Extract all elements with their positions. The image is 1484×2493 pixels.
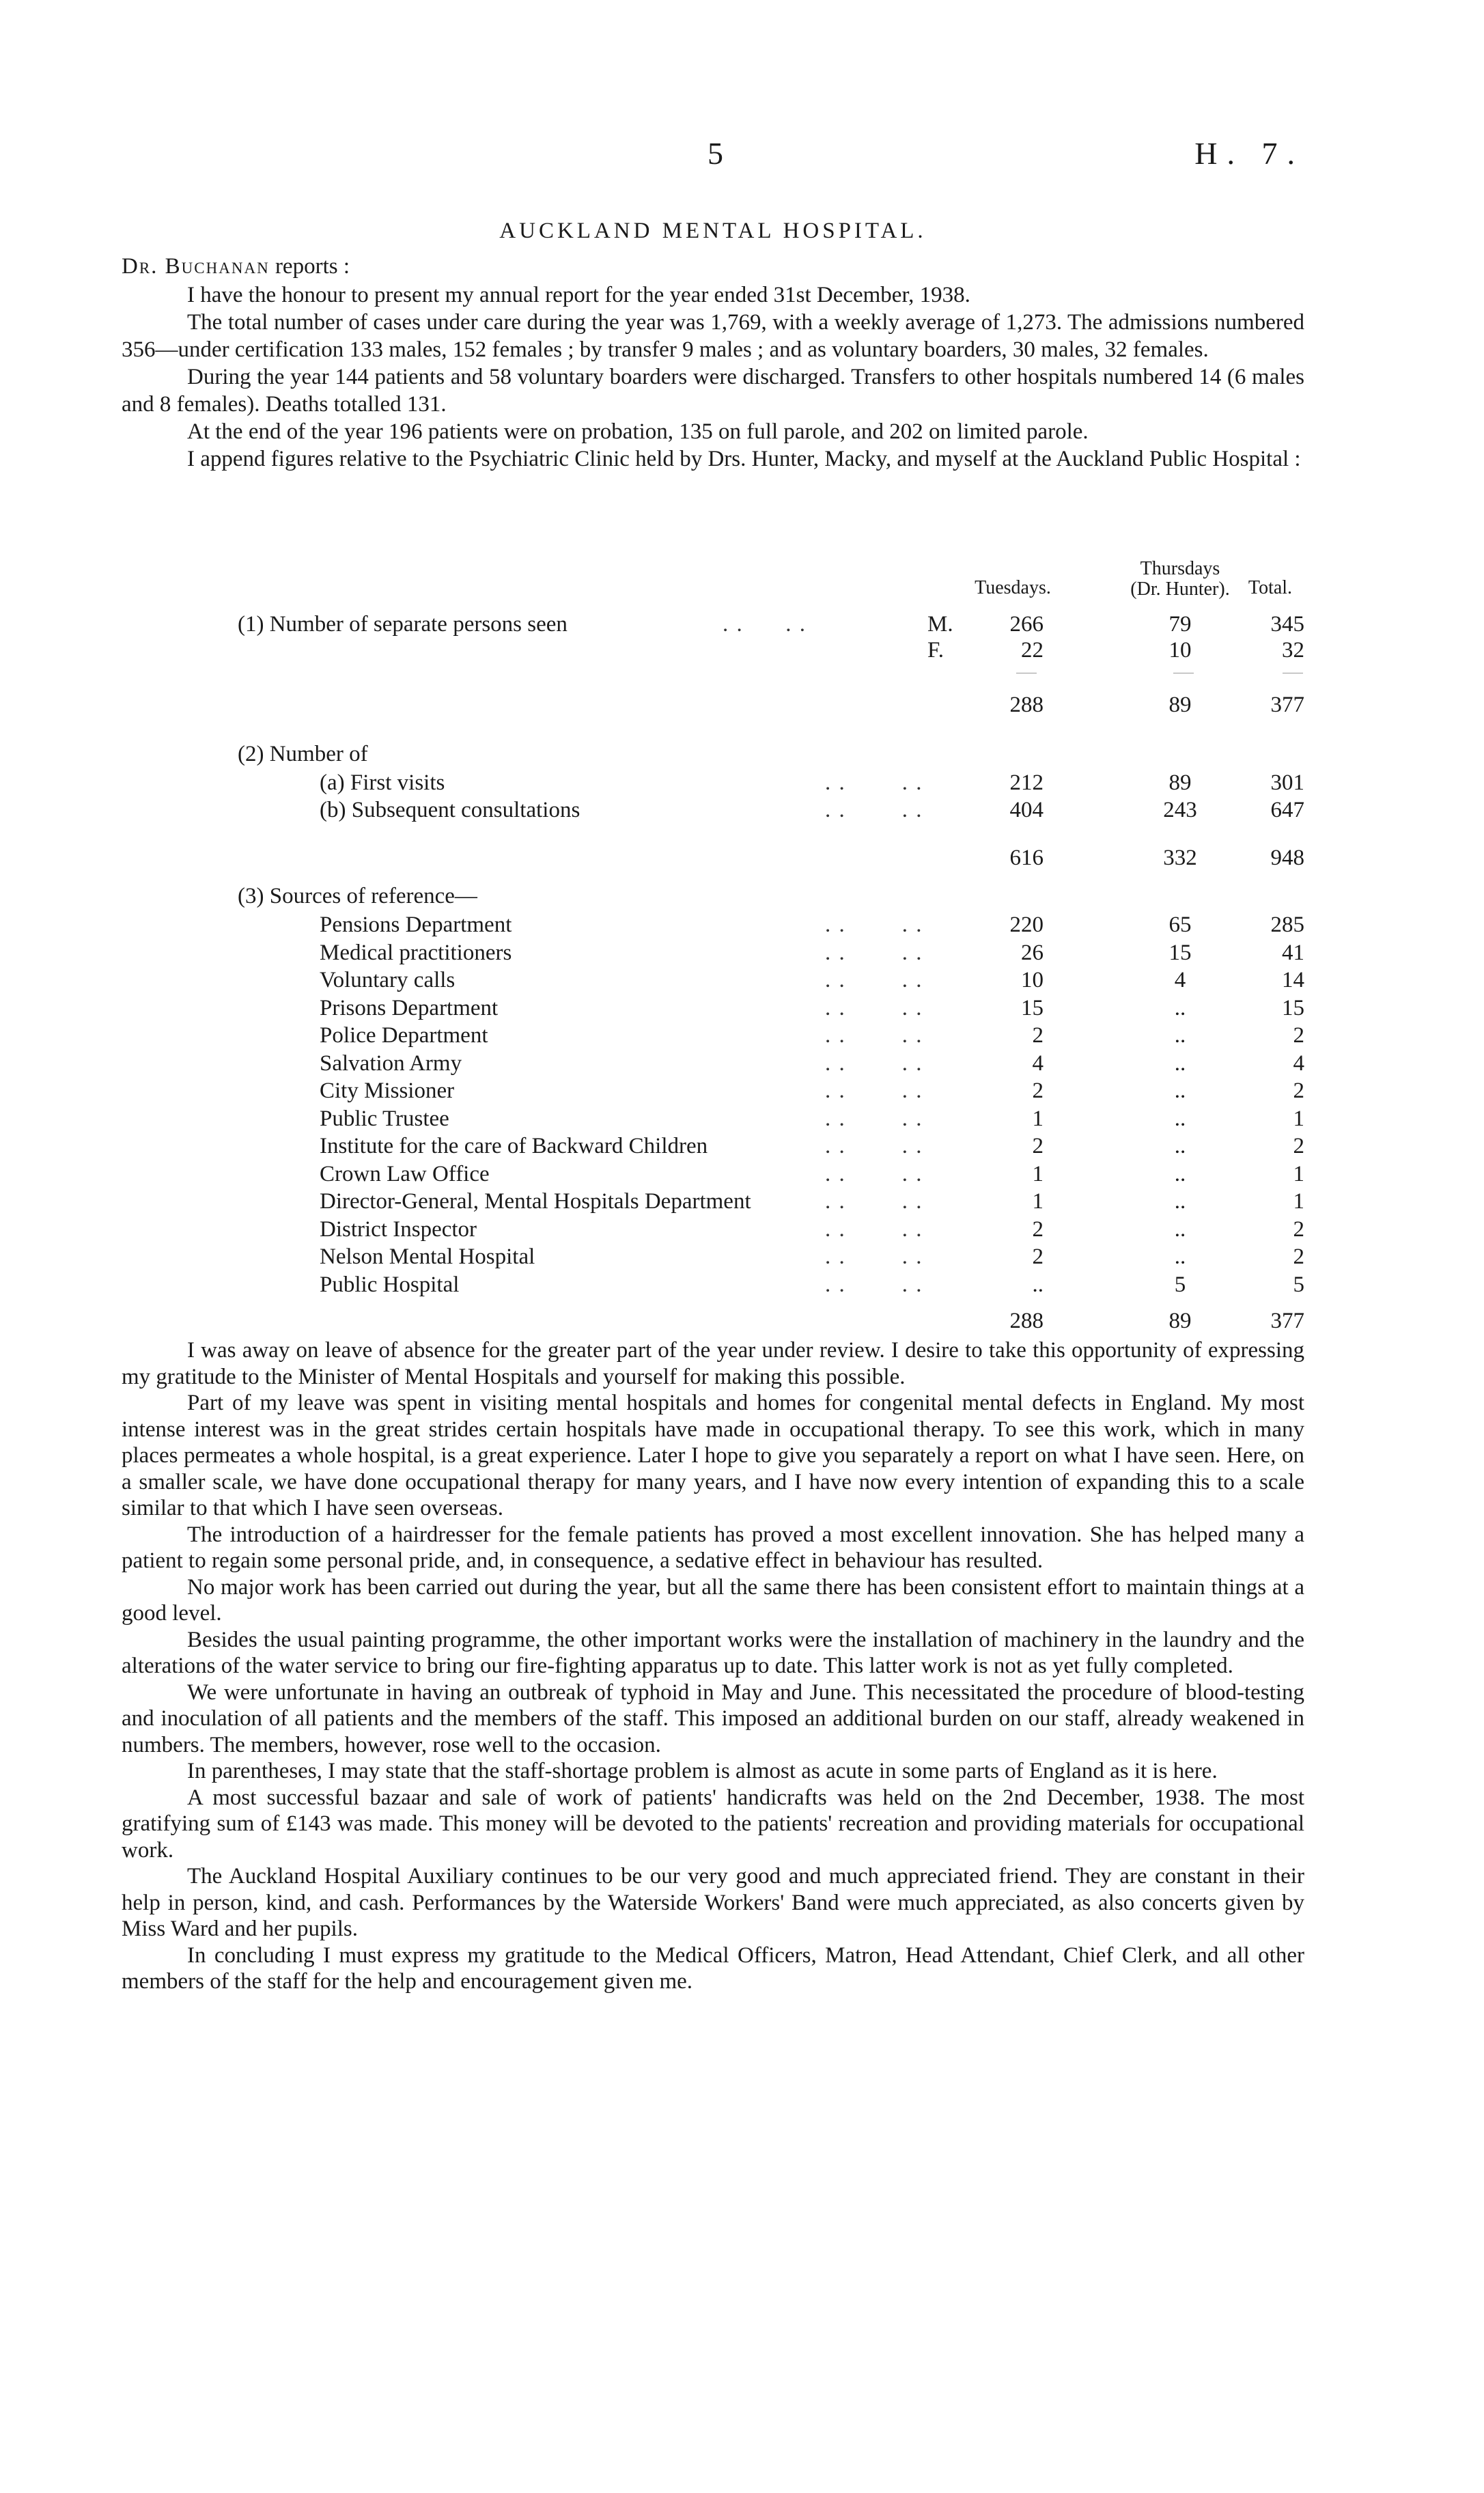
cell-tuesdays: 212 (1009, 770, 1044, 795)
table-row (122, 798, 1304, 822)
cell-thursdays: .. (1174, 995, 1186, 1020)
cell-tuesdays: 288 (1009, 693, 1044, 717)
row-label: District Inspector (320, 1216, 477, 1242)
leader-dots: . . . . (825, 940, 923, 965)
leader-dots: . . . . (825, 1161, 923, 1186)
cell-total: 647 (1270, 798, 1304, 822)
cell-thursdays: 5 (1174, 1272, 1186, 1297)
intro-section (122, 281, 1304, 473)
body-paragraph: The introduction of a hairdresser for the female patients has proved a most excellent innovation. She has helped many a patient to regain some personal pride, and, in consequence, a sedative effect in behaviour has resulted. (122, 1522, 1304, 1573)
row-label: City Missioner (320, 1078, 455, 1103)
cell-thursdays: .. (1174, 1106, 1186, 1131)
table-row (122, 1244, 1304, 1269)
section-1-label: (1) Number of separate persons seen (238, 612, 568, 637)
table-row (122, 996, 1304, 1020)
leader-dots: . . . . (825, 1078, 923, 1103)
cell-total: 345 (1270, 612, 1304, 637)
section-2-label: (2) Number of (238, 742, 368, 766)
intro-paragraph: The total number of cases under care during the year was 1,769, with a weekly average of 1,273. The admissions numbered 356—under certification 133 males, 152 females ; by transfer 9 males ; and as voluntary boarders, 30 males, 32 females. (122, 310, 1304, 362)
cell-thursdays: .. (1174, 1216, 1186, 1242)
cell-tuesdays: 2 (1032, 1023, 1044, 1048)
row-label: Nelson Mental Hospital (320, 1244, 535, 1269)
body-paragraph: No major work has been carried out during the year, but all the same there has been consistent effort to maintain things at a good level. (122, 1574, 1304, 1626)
cell-thursdays: .. (1174, 1134, 1186, 1158)
cell-tuesdays: 1 (1032, 1161, 1044, 1186)
table-row (122, 770, 1304, 795)
leader-dots: . . . . (723, 612, 807, 637)
intro-paragraph: I have the honour to present my annual report for the year ended 31st December, 1938. (187, 283, 970, 307)
leader-dots: . . . . (825, 1134, 923, 1158)
cell-thursdays: 89 (1168, 770, 1192, 795)
body-paragraph: A most successful bazaar and sale of work of patients' handicrafts was held on the 2nd December, 1938. The most gratifying sum of £143 was made. This money will be devoted to the patients' recreation and providing materials for occupational work. (122, 1785, 1304, 1863)
cell-thursdays: 89 (1168, 1309, 1192, 1333)
table-row (122, 1189, 1304, 1214)
row-label: Salvation Army (320, 1050, 462, 1076)
cell-total: 41 (1282, 940, 1304, 965)
cell-total: 285 (1270, 913, 1304, 937)
row-label: Voluntary calls (320, 968, 456, 992)
cell-total: 5 (1293, 1272, 1304, 1297)
cell-thursdays: 4 (1174, 968, 1186, 992)
cell-tuesdays: 10 (1021, 968, 1044, 992)
cell-tuesdays: 2 (1032, 1244, 1044, 1269)
leader-dots: . . . . (825, 798, 923, 822)
cell-total: 301 (1270, 770, 1304, 795)
table-row (122, 1023, 1304, 1048)
cell-tuesdays: 266 (1009, 612, 1044, 637)
cell-tuesdays: .. (1032, 1272, 1044, 1297)
leader-dots: . . . . (825, 968, 923, 992)
table-row (122, 1272, 1304, 1297)
leader-dots: . . . . (825, 995, 923, 1020)
col-header-total: Total. (1248, 577, 1293, 598)
intro-paragraph: At the end of the year 196 patients were on probation, 135 on full parole, and 202 on limited parole. (187, 419, 1089, 444)
cell-tuesdays: 2 (1032, 1134, 1044, 1158)
row-label: Medical practitioners (320, 940, 512, 965)
cell-thursdays: 332 (1163, 846, 1197, 870)
page-number: 5 (708, 136, 723, 171)
cell-tuesdays: 616 (1009, 846, 1044, 870)
cell-tuesdays: 22 (1021, 638, 1044, 663)
cell-tuesdays: 404 (1009, 798, 1044, 822)
table-row (122, 968, 1304, 992)
cell-thursdays: 65 (1168, 913, 1192, 937)
table-row (122, 742, 1304, 766)
cell-total: 2 (1293, 1134, 1304, 1158)
cell-thursdays: 79 (1168, 612, 1192, 637)
cell-thursdays: .. (1174, 1244, 1186, 1269)
body-paragraph: In parentheses, I may state that the staff-shortage problem is almost as acute in some parts of England as it is here. (187, 1759, 1218, 1783)
reporter-line (122, 254, 350, 279)
cell-total: 1 (1293, 1189, 1304, 1214)
row-label: Director-General, Mental Hospitals Department (320, 1189, 751, 1214)
cell-thursdays: .. (1174, 1078, 1186, 1103)
leader-dots: . . . . (825, 1050, 923, 1076)
col-header-thursdays-line1: Thursdays (1140, 558, 1220, 579)
cell-total: 32 (1282, 638, 1304, 663)
body-paragraph: In concluding I must express my gratitude to the Medical Officers, Matron, Head Attendant, Chief Clerk, and all other members of the staff for the help and encouragement given me. (122, 1942, 1304, 1994)
cell-total: 948 (1270, 846, 1304, 870)
row-label: (b) Subsequent consultations (320, 798, 580, 822)
col-header-thursdays-line2: (Dr. Hunter). (1130, 579, 1230, 600)
table-row (122, 638, 1304, 663)
col-header-tuesdays: Tuesdays. (975, 577, 1051, 598)
row-label: Pensions Department (320, 913, 512, 937)
body-paragraph: I was away on leave of absence for the greater part of the year under review. I desire to take this opportunity of expressing my gratitude to the Minister of Mental Hospitals and yourself for making this possible. (122, 1338, 1304, 1389)
cell-tuesdays: 4 (1032, 1050, 1044, 1076)
leader-dots: . . . . (825, 1106, 923, 1131)
intro-paragraph: During the year 144 patients and 58 voluntary boarders were discharged. Transfers to other hospitals numbered 14 (6 males and 8 females). Deaths totalled 131. (122, 365, 1304, 417)
col-header-thursdays (1105, 559, 1255, 600)
body-paragraph: Part of my leave was spent in visiting mental hospitals and homes for congenital mental defects in England. My most intense interest was in the great strides certain hospitals have made in occupational therapy. To see this work, which in many places permeates a whole hospital, is a great experience. Later I hope to give you separately a report on what I have seen. Here, on a smaller scale, we have done occupational therapy for many years, and I have now every intention of expanding this to a scale similar to that which I have seen overseas. (122, 1391, 1304, 1520)
row-label: Police Department (320, 1023, 488, 1048)
table-row (122, 1051, 1304, 1076)
body-paragraph: We were unfortunate in having an outbreak of typhoid in May and June. This necessitated the procedure of blood-testing and inoculation of all patients and the members of the staff. This imposed an additional burden on our staff, already weakened in numbers. The members, however, rose well to the occasion. (122, 1680, 1304, 1757)
section-3-label: (3) Sources of reference— (238, 884, 477, 908)
cell-thursdays: 89 (1168, 693, 1192, 717)
females-marker: F. (927, 638, 944, 663)
cell-tuesdays: 1 (1032, 1106, 1044, 1131)
intro-paragraph: I append figures relative to the Psychiatric Clinic held by Drs. Hunter, Macky, and myself at the Auckland Public Hospital : (187, 447, 1301, 471)
cell-total: 2 (1293, 1023, 1304, 1048)
cell-thursdays: 243 (1163, 798, 1197, 822)
cell-total: 377 (1270, 693, 1304, 717)
row-label: (a) First visits (320, 770, 445, 795)
cell-total: 14 (1282, 968, 1304, 992)
cell-total: 2 (1293, 1216, 1304, 1242)
table-row (122, 1217, 1304, 1242)
cell-total: 377 (1270, 1309, 1304, 1333)
reporter-suffix: reports : (275, 254, 350, 279)
row-label: Institute for the care of Backward Children (320, 1134, 708, 1158)
cell-thursdays: .. (1174, 1050, 1186, 1076)
leader-dots: . . . . (825, 913, 923, 937)
leader-dots: . . . . (825, 1272, 923, 1297)
cell-thursdays: 10 (1168, 638, 1192, 663)
cell-tuesdays: 220 (1009, 913, 1044, 937)
cell-total: 2 (1293, 1078, 1304, 1103)
cell-total: 1 (1293, 1106, 1304, 1131)
leader-dots: . . . . (825, 1023, 923, 1048)
leader-dots: . . . . (825, 1189, 923, 1214)
table-total-row (122, 1309, 1304, 1333)
cell-total: 1 (1293, 1161, 1304, 1186)
table-row (122, 941, 1304, 965)
table-row (122, 612, 1304, 637)
cell-thursdays: .. (1174, 1189, 1186, 1214)
table-row (122, 1134, 1304, 1158)
cell-tuesdays: 2 (1032, 1078, 1044, 1103)
leader-dots: . . . . (825, 770, 923, 795)
table-row (122, 884, 1304, 908)
cell-total: 4 (1293, 1050, 1304, 1076)
leader-dots: . . . . (825, 1244, 923, 1269)
report-title: AUCKLAND MENTAL HOSPITAL. (499, 219, 927, 243)
body-section (122, 1337, 1304, 1995)
table-row (122, 1106, 1304, 1131)
cell-total: 2 (1293, 1244, 1304, 1269)
table-total-row (122, 693, 1304, 717)
cell-tuesdays: 288 (1009, 1309, 1044, 1333)
document-reference: H. 7. (1194, 136, 1304, 171)
table-row (122, 1162, 1304, 1186)
cell-thursdays: 15 (1168, 940, 1192, 965)
row-label: Public Hospital (320, 1272, 460, 1297)
leader-dots: . . . . (825, 1216, 923, 1242)
body-paragraph: The Auckland Hospital Auxiliary continues to be our very good and much appreciated friend. They are constant in their help in person, kind, and cash. Performances by the Waterside Workers' Band were much appreciated, as also concerts given by Miss Ward and her pupils. (122, 1864, 1304, 1941)
cell-thursdays: .. (1174, 1023, 1186, 1048)
row-label: Public Trustee (320, 1106, 449, 1131)
table-total-row (122, 846, 1304, 870)
cell-tuesdays: 2 (1032, 1216, 1044, 1242)
cell-tuesdays: 1 (1032, 1189, 1044, 1214)
reporter-name: Dr. Buchanan (122, 254, 270, 279)
males-marker: M. (927, 612, 953, 637)
body-paragraph: Besides the usual painting programme, the other important works were the installation of machinery in the laundry and the alterations of the water service to bring our fire-fighting apparatus up to date. This latter work is not as yet fully completed. (122, 1627, 1304, 1678)
row-label: Crown Law Office (320, 1161, 490, 1186)
table-row (122, 913, 1304, 937)
cell-tuesdays: 26 (1021, 940, 1044, 965)
row-label: Prisons Department (320, 995, 499, 1020)
cell-tuesdays: 15 (1021, 995, 1044, 1020)
cell-thursdays: .. (1174, 1161, 1186, 1186)
cell-total: 15 (1282, 995, 1304, 1020)
table-row (122, 1078, 1304, 1103)
